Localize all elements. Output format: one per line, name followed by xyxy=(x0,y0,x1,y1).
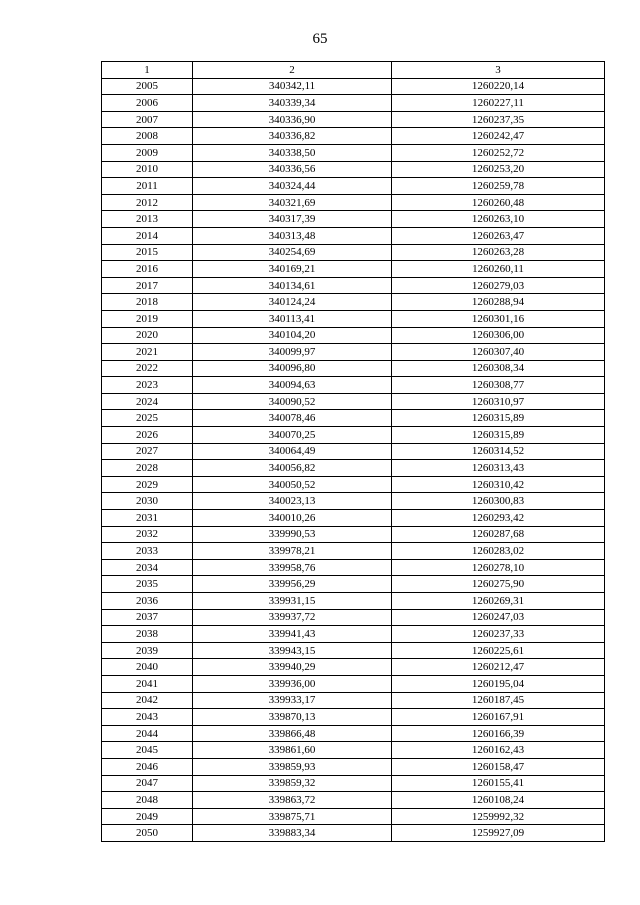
x-coordinate-cell: 340336,90 xyxy=(193,111,392,128)
x-coordinate-cell: 340124,24 xyxy=(193,294,392,311)
table-row xyxy=(102,377,605,394)
y-coordinate-cell: 1260278,10 xyxy=(392,559,605,576)
point-number-cell: 2015 xyxy=(102,244,193,261)
table-row xyxy=(102,161,605,178)
point-number-cell: 2017 xyxy=(102,277,193,294)
y-coordinate-cell: 1260263,10 xyxy=(392,211,605,228)
x-coordinate-cell: 340317,39 xyxy=(193,211,392,228)
column-header-1: 1 xyxy=(102,62,193,79)
coordinates-table xyxy=(101,61,605,842)
table-row xyxy=(102,460,605,477)
x-coordinate-cell: 339931,15 xyxy=(193,593,392,610)
point-number-cell: 2008 xyxy=(102,128,193,145)
y-coordinate-cell: 1260301,16 xyxy=(392,310,605,327)
x-coordinate-cell: 340254,69 xyxy=(193,244,392,261)
point-number-cell: 2028 xyxy=(102,460,193,477)
y-coordinate-cell: 1259927,09 xyxy=(392,825,605,842)
point-number-cell: 2032 xyxy=(102,526,193,543)
y-coordinate-cell: 1260283,02 xyxy=(392,543,605,560)
x-coordinate-cell: 339936,00 xyxy=(193,675,392,692)
y-coordinate-cell: 1260247,03 xyxy=(392,609,605,626)
x-coordinate-cell: 339943,15 xyxy=(193,642,392,659)
table-row xyxy=(102,659,605,676)
x-coordinate-cell: 339990,53 xyxy=(193,526,392,543)
point-number-cell: 2045 xyxy=(102,742,193,759)
table-row xyxy=(102,543,605,560)
table-row xyxy=(102,642,605,659)
y-coordinate-cell: 1260259,78 xyxy=(392,178,605,195)
point-number-cell: 2037 xyxy=(102,609,193,626)
table-row xyxy=(102,427,605,444)
point-number-cell: 2005 xyxy=(102,78,193,95)
x-coordinate-cell: 340090,52 xyxy=(193,393,392,410)
x-coordinate-cell: 340064,49 xyxy=(193,443,392,460)
x-coordinate-cell: 340169,21 xyxy=(193,261,392,278)
table-row xyxy=(102,244,605,261)
y-coordinate-cell: 1260310,97 xyxy=(392,393,605,410)
x-coordinate-cell: 339958,76 xyxy=(193,559,392,576)
y-coordinate-cell: 1260253,20 xyxy=(392,161,605,178)
y-coordinate-cell: 1260227,11 xyxy=(392,95,605,112)
point-number-cell: 2019 xyxy=(102,310,193,327)
point-number-cell: 2020 xyxy=(102,327,193,344)
y-coordinate-cell: 1260293,42 xyxy=(392,510,605,527)
table-row xyxy=(102,725,605,742)
x-coordinate-cell: 340313,48 xyxy=(193,227,392,244)
x-coordinate-cell: 340336,56 xyxy=(193,161,392,178)
table-row xyxy=(102,194,605,211)
point-number-cell: 2006 xyxy=(102,95,193,112)
table-row xyxy=(102,825,605,842)
x-coordinate-cell: 339941,43 xyxy=(193,626,392,643)
column-header-2: 2 xyxy=(193,62,392,79)
point-number-cell: 2009 xyxy=(102,144,193,161)
x-coordinate-cell: 339883,34 xyxy=(193,825,392,842)
point-number-cell: 2016 xyxy=(102,261,193,278)
point-number-cell: 2047 xyxy=(102,775,193,792)
table-row xyxy=(102,692,605,709)
x-coordinate-cell: 340099,97 xyxy=(193,344,392,361)
point-number-cell: 2010 xyxy=(102,161,193,178)
x-coordinate-cell: 339866,48 xyxy=(193,725,392,742)
y-coordinate-cell: 1260313,43 xyxy=(392,460,605,477)
table-row xyxy=(102,808,605,825)
point-number-cell: 2039 xyxy=(102,642,193,659)
point-number-cell: 2007 xyxy=(102,111,193,128)
x-coordinate-cell: 340078,46 xyxy=(193,410,392,427)
x-coordinate-cell: 340056,82 xyxy=(193,460,392,477)
table-row xyxy=(102,78,605,95)
table-row xyxy=(102,709,605,726)
point-number-cell: 2040 xyxy=(102,659,193,676)
x-coordinate-cell: 339956,29 xyxy=(193,576,392,593)
x-coordinate-cell: 339859,93 xyxy=(193,758,392,775)
x-coordinate-cell: 339933,17 xyxy=(193,692,392,709)
x-coordinate-cell: 339863,72 xyxy=(193,792,392,809)
x-coordinate-cell: 339861,60 xyxy=(193,742,392,759)
table-row xyxy=(102,95,605,112)
page-number: 65 xyxy=(312,31,328,47)
y-coordinate-cell: 1259992,32 xyxy=(392,808,605,825)
point-number-cell: 2030 xyxy=(102,493,193,510)
x-coordinate-cell: 340134,61 xyxy=(193,277,392,294)
y-coordinate-cell: 1260166,39 xyxy=(392,725,605,742)
x-coordinate-cell: 340023,13 xyxy=(193,493,392,510)
table-row xyxy=(102,178,605,195)
point-number-cell: 2041 xyxy=(102,675,193,692)
point-number-cell: 2044 xyxy=(102,725,193,742)
table-row xyxy=(102,144,605,161)
x-coordinate-cell: 340094,63 xyxy=(193,377,392,394)
x-coordinate-cell: 339875,71 xyxy=(193,808,392,825)
point-number-cell: 2022 xyxy=(102,360,193,377)
table-row xyxy=(102,626,605,643)
table-row xyxy=(102,393,605,410)
point-number-cell: 2012 xyxy=(102,194,193,211)
y-coordinate-cell: 1260158,47 xyxy=(392,758,605,775)
y-coordinate-cell: 1260162,43 xyxy=(392,742,605,759)
x-coordinate-cell: 340338,50 xyxy=(193,144,392,161)
table-row xyxy=(102,261,605,278)
table-row xyxy=(102,327,605,344)
table-row xyxy=(102,410,605,427)
point-number-cell: 2031 xyxy=(102,510,193,527)
table-row xyxy=(102,493,605,510)
table-row xyxy=(102,443,605,460)
y-coordinate-cell: 1260263,28 xyxy=(392,244,605,261)
x-coordinate-cell: 339870,13 xyxy=(193,709,392,726)
y-coordinate-cell: 1260287,68 xyxy=(392,526,605,543)
table-row xyxy=(102,742,605,759)
point-number-cell: 2023 xyxy=(102,377,193,394)
x-coordinate-cell: 339859,32 xyxy=(193,775,392,792)
x-coordinate-cell: 340339,34 xyxy=(193,95,392,112)
x-coordinate-cell: 340324,44 xyxy=(193,178,392,195)
table-row xyxy=(102,128,605,145)
y-coordinate-cell: 1260315,89 xyxy=(392,427,605,444)
y-coordinate-cell: 1260275,90 xyxy=(392,576,605,593)
point-number-cell: 2027 xyxy=(102,443,193,460)
table-row xyxy=(102,559,605,576)
point-number-cell: 2038 xyxy=(102,626,193,643)
x-coordinate-cell: 340096,80 xyxy=(193,360,392,377)
point-number-cell: 2033 xyxy=(102,543,193,560)
table-row xyxy=(102,227,605,244)
point-number-cell: 2026 xyxy=(102,427,193,444)
point-number-cell: 2024 xyxy=(102,393,193,410)
point-number-cell: 2043 xyxy=(102,709,193,726)
x-coordinate-cell: 340336,82 xyxy=(193,128,392,145)
y-coordinate-cell: 1260279,03 xyxy=(392,277,605,294)
y-coordinate-cell: 1260225,61 xyxy=(392,642,605,659)
x-coordinate-cell: 340113,41 xyxy=(193,310,392,327)
point-number-cell: 2029 xyxy=(102,476,193,493)
point-number-cell: 2013 xyxy=(102,211,193,228)
x-coordinate-cell: 339937,72 xyxy=(193,609,392,626)
y-coordinate-cell: 1260252,72 xyxy=(392,144,605,161)
y-coordinate-cell: 1260187,45 xyxy=(392,692,605,709)
x-coordinate-cell: 340010,26 xyxy=(193,510,392,527)
y-coordinate-cell: 1260307,40 xyxy=(392,344,605,361)
table-row xyxy=(102,294,605,311)
point-number-cell: 2011 xyxy=(102,178,193,195)
x-coordinate-cell: 340070,25 xyxy=(193,427,392,444)
y-coordinate-cell: 1260220,14 xyxy=(392,78,605,95)
point-number-cell: 2014 xyxy=(102,227,193,244)
y-coordinate-cell: 1260167,91 xyxy=(392,709,605,726)
y-coordinate-cell: 1260310,42 xyxy=(392,476,605,493)
point-number-cell: 2042 xyxy=(102,692,193,709)
y-coordinate-cell: 1260306,00 xyxy=(392,327,605,344)
y-coordinate-cell: 1260315,89 xyxy=(392,410,605,427)
table-row xyxy=(102,510,605,527)
column-header-3: 3 xyxy=(392,62,605,79)
y-coordinate-cell: 1260300,83 xyxy=(392,493,605,510)
point-number-cell: 2048 xyxy=(102,792,193,809)
y-coordinate-cell: 1260242,47 xyxy=(392,128,605,145)
y-coordinate-cell: 1260308,77 xyxy=(392,377,605,394)
point-number-cell: 2035 xyxy=(102,576,193,593)
point-number-cell: 2050 xyxy=(102,825,193,842)
table-row xyxy=(102,593,605,610)
y-coordinate-cell: 1260237,33 xyxy=(392,626,605,643)
table-row xyxy=(102,609,605,626)
point-number-cell: 2046 xyxy=(102,758,193,775)
point-number-cell: 2021 xyxy=(102,344,193,361)
y-coordinate-cell: 1260195,04 xyxy=(392,675,605,692)
table-row xyxy=(102,675,605,692)
y-coordinate-cell: 1260237,35 xyxy=(392,111,605,128)
table-row xyxy=(102,775,605,792)
y-coordinate-cell: 1260212,47 xyxy=(392,659,605,676)
point-number-cell: 2036 xyxy=(102,593,193,610)
table-row xyxy=(102,277,605,294)
x-coordinate-cell: 340342,11 xyxy=(193,78,392,95)
table-row xyxy=(102,792,605,809)
table-row xyxy=(102,476,605,493)
table-row xyxy=(102,111,605,128)
y-coordinate-cell: 1260269,31 xyxy=(392,593,605,610)
x-coordinate-cell: 340104,20 xyxy=(193,327,392,344)
y-coordinate-cell: 1260155,41 xyxy=(392,775,605,792)
x-coordinate-cell: 340321,69 xyxy=(193,194,392,211)
x-coordinate-cell: 339978,21 xyxy=(193,543,392,560)
table-row xyxy=(102,211,605,228)
point-number-cell: 2018 xyxy=(102,294,193,311)
y-coordinate-cell: 1260308,34 xyxy=(392,360,605,377)
y-coordinate-cell: 1260288,94 xyxy=(392,294,605,311)
y-coordinate-cell: 1260108,24 xyxy=(392,792,605,809)
table-row xyxy=(102,360,605,377)
y-coordinate-cell: 1260263,47 xyxy=(392,227,605,244)
y-coordinate-cell: 1260314,52 xyxy=(392,443,605,460)
point-number-cell: 2025 xyxy=(102,410,193,427)
table-row xyxy=(102,310,605,327)
y-coordinate-cell: 1260260,48 xyxy=(392,194,605,211)
table-header-row xyxy=(102,62,605,79)
table-row xyxy=(102,758,605,775)
point-number-cell: 2034 xyxy=(102,559,193,576)
y-coordinate-cell: 1260260,11 xyxy=(392,261,605,278)
x-coordinate-cell: 339940,29 xyxy=(193,659,392,676)
table-row xyxy=(102,576,605,593)
table-row xyxy=(102,344,605,361)
x-coordinate-cell: 340050,52 xyxy=(193,476,392,493)
table-row xyxy=(102,526,605,543)
table-body xyxy=(102,78,605,841)
point-number-cell: 2049 xyxy=(102,808,193,825)
